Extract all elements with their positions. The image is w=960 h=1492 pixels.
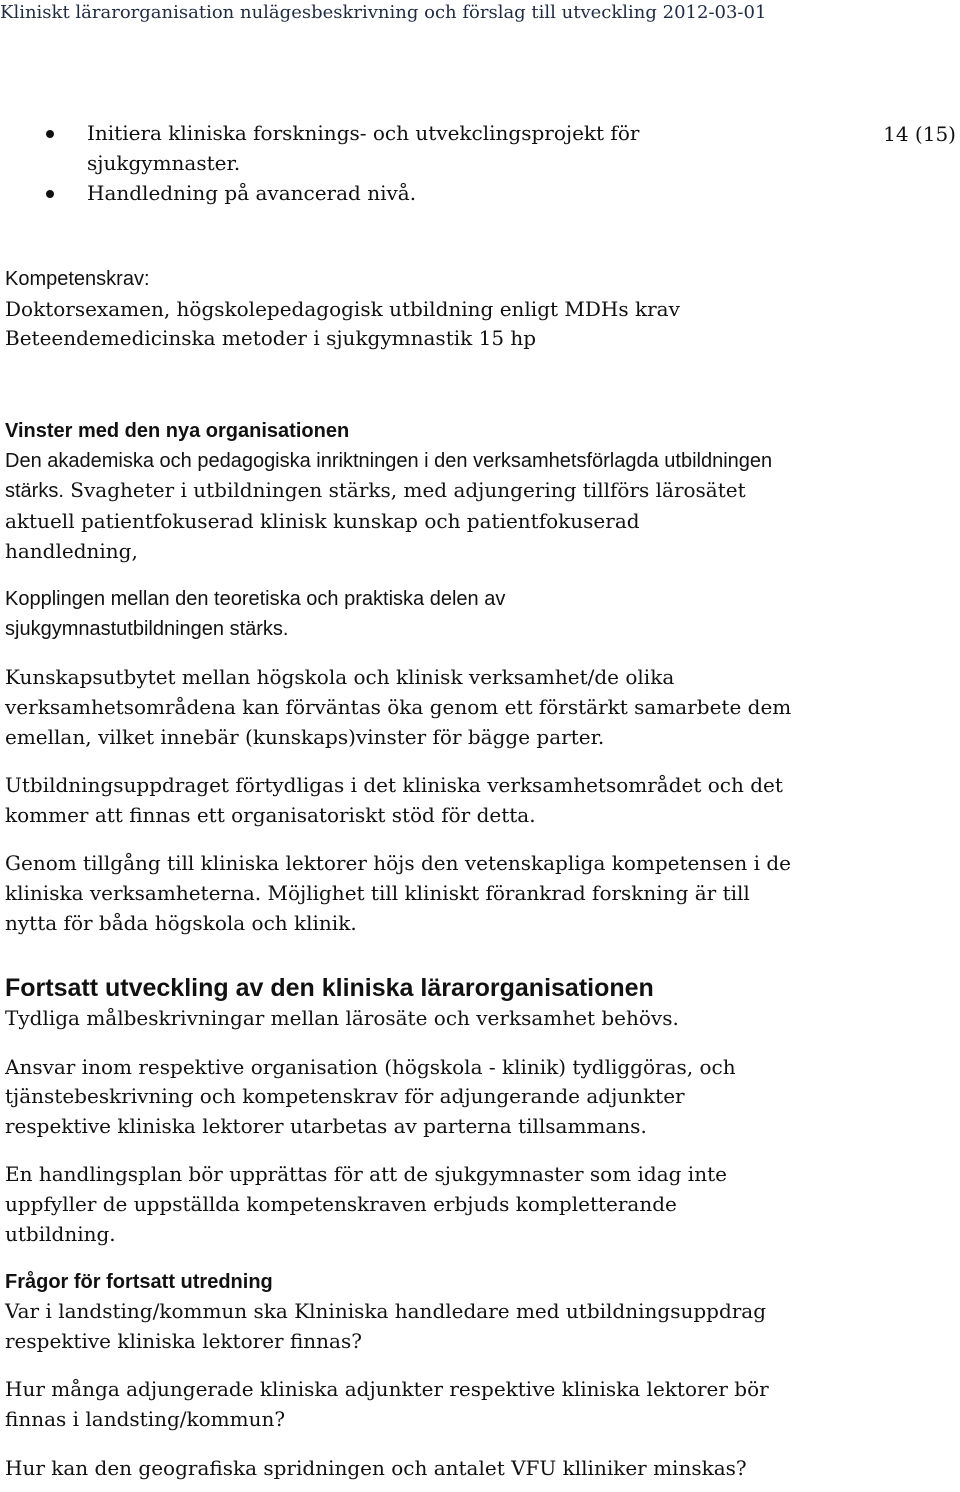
section-heading: Frågor för fortsatt utredning [5,1271,273,1294]
document-header: Kliniskt lärarorganisation nulägesbeskrivning och förslag till utveckling 2012-03-01 [0,2,767,23]
paragraph: Genom tillgång till kliniska lektorer höjs den vetenskapliga kompetensen i de kliniska verksamheterna. Möjlighet till kliniskt förankrad forskning är till nytta för båda högskola och klinik. [5,851,791,935]
bullet-text: Handledning på avancerad nivå. [87,181,417,205]
document-body [5,118,845,1483]
paragraph: Kunskapsutbytet mellan högskola och klinisk verksamhet/de olika verksamhetsområdena kan förväntas öka genom ett förstärkt samarbete dem emellan, vilket innebär (kunskaps)vinster för bägge parter. [5,665,792,749]
bullet-item [5,178,845,208]
bullet-item [5,118,647,178]
paragraph-lead: Den akademiska och pedagogiska inriktningen i den verksamhetsförlagda utbildningen stärks. [5,449,773,503]
paragraph: Ansvar inom respektive organisation (högskola - klinik) tydliggöras, och tjänstebeskrivning och kompetenskrav för adjungerande adjunkter respektive kliniska lektorer utarbetas av parterna tillsammans. [5,1054,736,1138]
paragraph-rest: Svagheter i utbildningen stärks, med adjungering tillförs lärosätet aktuell patientfokuserad klinisk kunskap och patientfokuserad handledning, [5,478,746,563]
question: Hur många adjungerade kliniska adjunkter respektive kliniska lektorer bör finnas i landsting/kommun? [5,1377,769,1432]
kompetens-line: Beteendemedicinska metoder i sjukgymnastik 15 hp [5,326,537,351]
paragraph: Kopplingen mellan den teoretiska och praktiska delen av sjukgymnastutbildningen stärks. [5,588,506,640]
bullet-icon [46,130,54,138]
section-heading: Fortsatt utveckling av den kliniska lärarorganisationen [5,974,654,1003]
bullet-text: Initiera kliniska forsknings- och utvekclingsprojekt för sjukgymnaster. [87,121,640,175]
paragraph: Utbildningsuppdraget förtydligas i det kliniska verksamhetsområdet och det kommer att finnas ett organisatoriskt stöd för detta. [5,773,783,827]
section-heading: Vinster med den nya organisationen [5,419,350,442]
paragraph [5,446,775,566]
kompetens-line: Doktorsexamen, högskolepedagogisk utbildning enligt MDHs krav [5,296,680,321]
page-number: 14 (15) [883,122,956,146]
paragraph: En handlingsplan bör upprättas för att de sjukgymnaster som idag inte uppfyller de uppställda kompetenskraven erbjuds kompletterande utbildning. [5,1162,727,1246]
kompetens-label: Kompetenskrav: [5,268,150,290]
question: Hur kan den geografiska spridningen och antalet VFU klliniker minskas? [5,1455,747,1480]
bullet-list [5,118,845,208]
paragraph: Tydliga målbeskrivningar mellan lärosäte och verksamhet behövs. [5,1006,679,1031]
question: Var i landsting/kommun ska Klniniska handledare med utbildningsuppdrag respektive kliniska lektorer finnas? [5,1299,767,1353]
bullet-icon [46,190,54,198]
